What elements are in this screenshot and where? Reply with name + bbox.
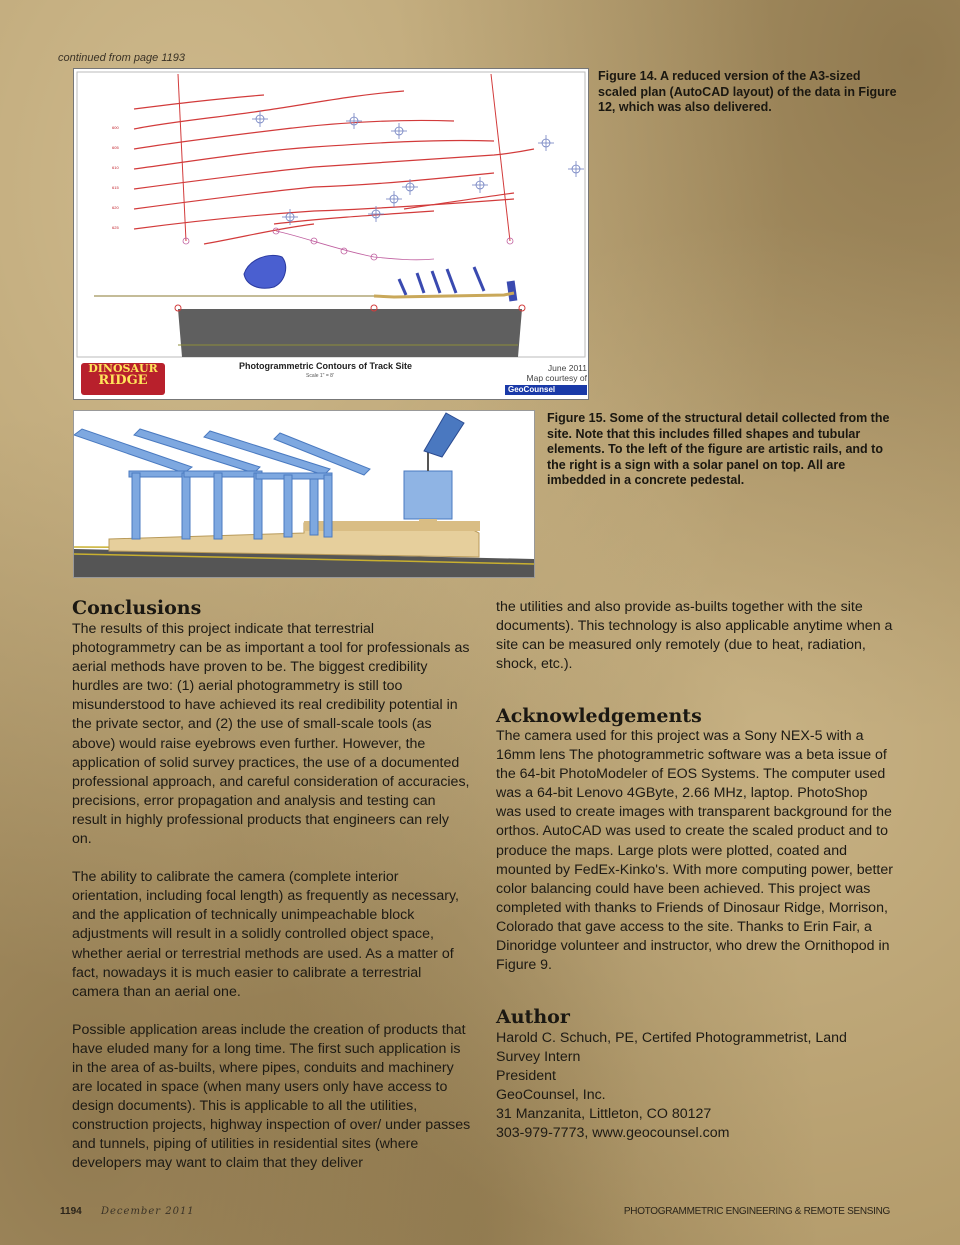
- author-company: GeoCounsel, Inc.: [496, 1087, 606, 1104]
- author-title: President: [496, 1068, 556, 1085]
- plan-date: June 2011 Map courtesy of: [526, 363, 587, 383]
- page-number: 1194: [60, 1206, 82, 1217]
- svg-text:605: 605: [112, 145, 119, 150]
- conclusions-paragraph-2: The ability to calibrate the camera (complete interior orientation, including focal length) as frequently as necessary, and the application of technically unimpeachable block adjustments will result in a solidly controlled object space, whether aerial or terrestrial methods are used. As a matter of fact, nowadays it is much easier to calibrate a terrestrial camera than an aerial one.: [72, 869, 459, 1000]
- issue-date: December 2011: [101, 1206, 195, 1217]
- author-block: [496, 1029, 866, 1144]
- contour-plan-drawing: [74, 69, 588, 399]
- author-address: 31 Manzanita, Littleton, CO 80127: [496, 1106, 712, 1123]
- conclusions-continued: [496, 598, 896, 674]
- continued-note: continued from page 1193: [58, 52, 185, 64]
- figure-15-caption: Figure 15. Some of the structural detail collected from the site. Note that this includes filled shapes and tubular elements. To the left of the figure are artistic rails, and to the right is a sign with a solar panel on top. All are imbedded in a concrete pedestal.: [547, 411, 890, 487]
- figure-14-caption: Figure 14. A reduced version of the A3-sized scaled plan (AutoCAD layout) of the data in Figure 12, which was also delivered.: [598, 69, 897, 114]
- geocounsel-badge: GeoCounsel: [505, 385, 587, 395]
- conclusions-paragraph-1: The results of this project indicate that terrestrial photogrammetry can be as important a tool for professionals as aerial methods have proven to be. The biggest credibility hurdles are two: (1) aerial photogrammetry is still too misunderstood to have achieved its real credibility potential in the private sector, and (2) the use of small-scale tools (as above) would raise eyebrows even further. However, the application of solid survey practices, the use of a documented professional approach, and careful consideration of accuracies, precisions, error propagation and analysis and testing can result in highly professional products that engineers can rely on.: [72, 621, 470, 848]
- svg-text:625: 625: [112, 225, 119, 230]
- svg-text:615: 615: [112, 185, 119, 190]
- dinosaur-ridge-logo: DINOSAUR RIDGE: [81, 363, 165, 395]
- conclusions-body: [72, 620, 472, 1174]
- plan-scale: Scale 1" = 8': [306, 373, 334, 379]
- figure-14-plan: [73, 68, 589, 400]
- structure-drawing: [74, 411, 534, 577]
- author-name: Harold C. Schuch, PE, Certifed Photogrammetrist, Land Survey Intern: [496, 1030, 847, 1066]
- figure-15-structure: [73, 410, 535, 578]
- svg-text:600: 600: [112, 125, 119, 130]
- author-contact: 303-979-7773, www.geocounsel.com: [496, 1125, 730, 1142]
- svg-text:610: 610: [112, 165, 119, 170]
- author-heading: Author: [496, 1006, 570, 1028]
- acknowledgements-paragraph: The camera used for this project was a Sony NEX-5 with a 16mm lens The photogrammetric software was a beta issue of the 64-bit PhotoModeler of EOS Systems. The computer used was a 64-bit Lenovo 4GByte, 2.66 MHz, laptop. PhotoShop was used to create images with transparent background for the orthos. AutoCAD was used to create the scaled product and to produce the maps. Large plots were plotted, coated and mounted by FedEx-Kinko's. With more computing power, better color balancing could have been achieved. This project was completed with thanks to Friends of Dinosaur Ridge, Morrison, Colorado that gave access to the site. Thanks to Erin Fair, a Dinoridge volunteer and instructor, who drew the Ornithopod in Figure 9.: [496, 728, 893, 974]
- conclusions-heading: Conclusions: [72, 597, 202, 619]
- svg-text:620: 620: [112, 205, 119, 210]
- journal-name: PHOTOGRAMMETRIC ENGINEERING & REMOTE SENSING: [623, 1206, 890, 1217]
- plan-title: Photogrammetric Contours of Track Site: [239, 361, 413, 371]
- acknowledgements-heading: Acknowledgements: [496, 705, 702, 727]
- conclusions-paragraph-4: the utilities and also provide as-builts together with the site documents). This technology is also applicable anytime when a site can be measured only remotely (due to heat, radiation, shock, etc.).: [496, 599, 893, 673]
- conclusions-paragraph-3: Possible application areas include the creation of products that have eluded many for a long time. The first such application is in the area of as-builts, where pipes, conduits and machinery are located in space (when many users only have access to design documents). This is applicable to all the utilities, construction projects, highway inspection of over/ under passes and tunnels, piping of utilities in residential sites (where developers may want to claim that they deliver: [72, 1021, 471, 1172]
- acknowledgements-body: [496, 727, 896, 975]
